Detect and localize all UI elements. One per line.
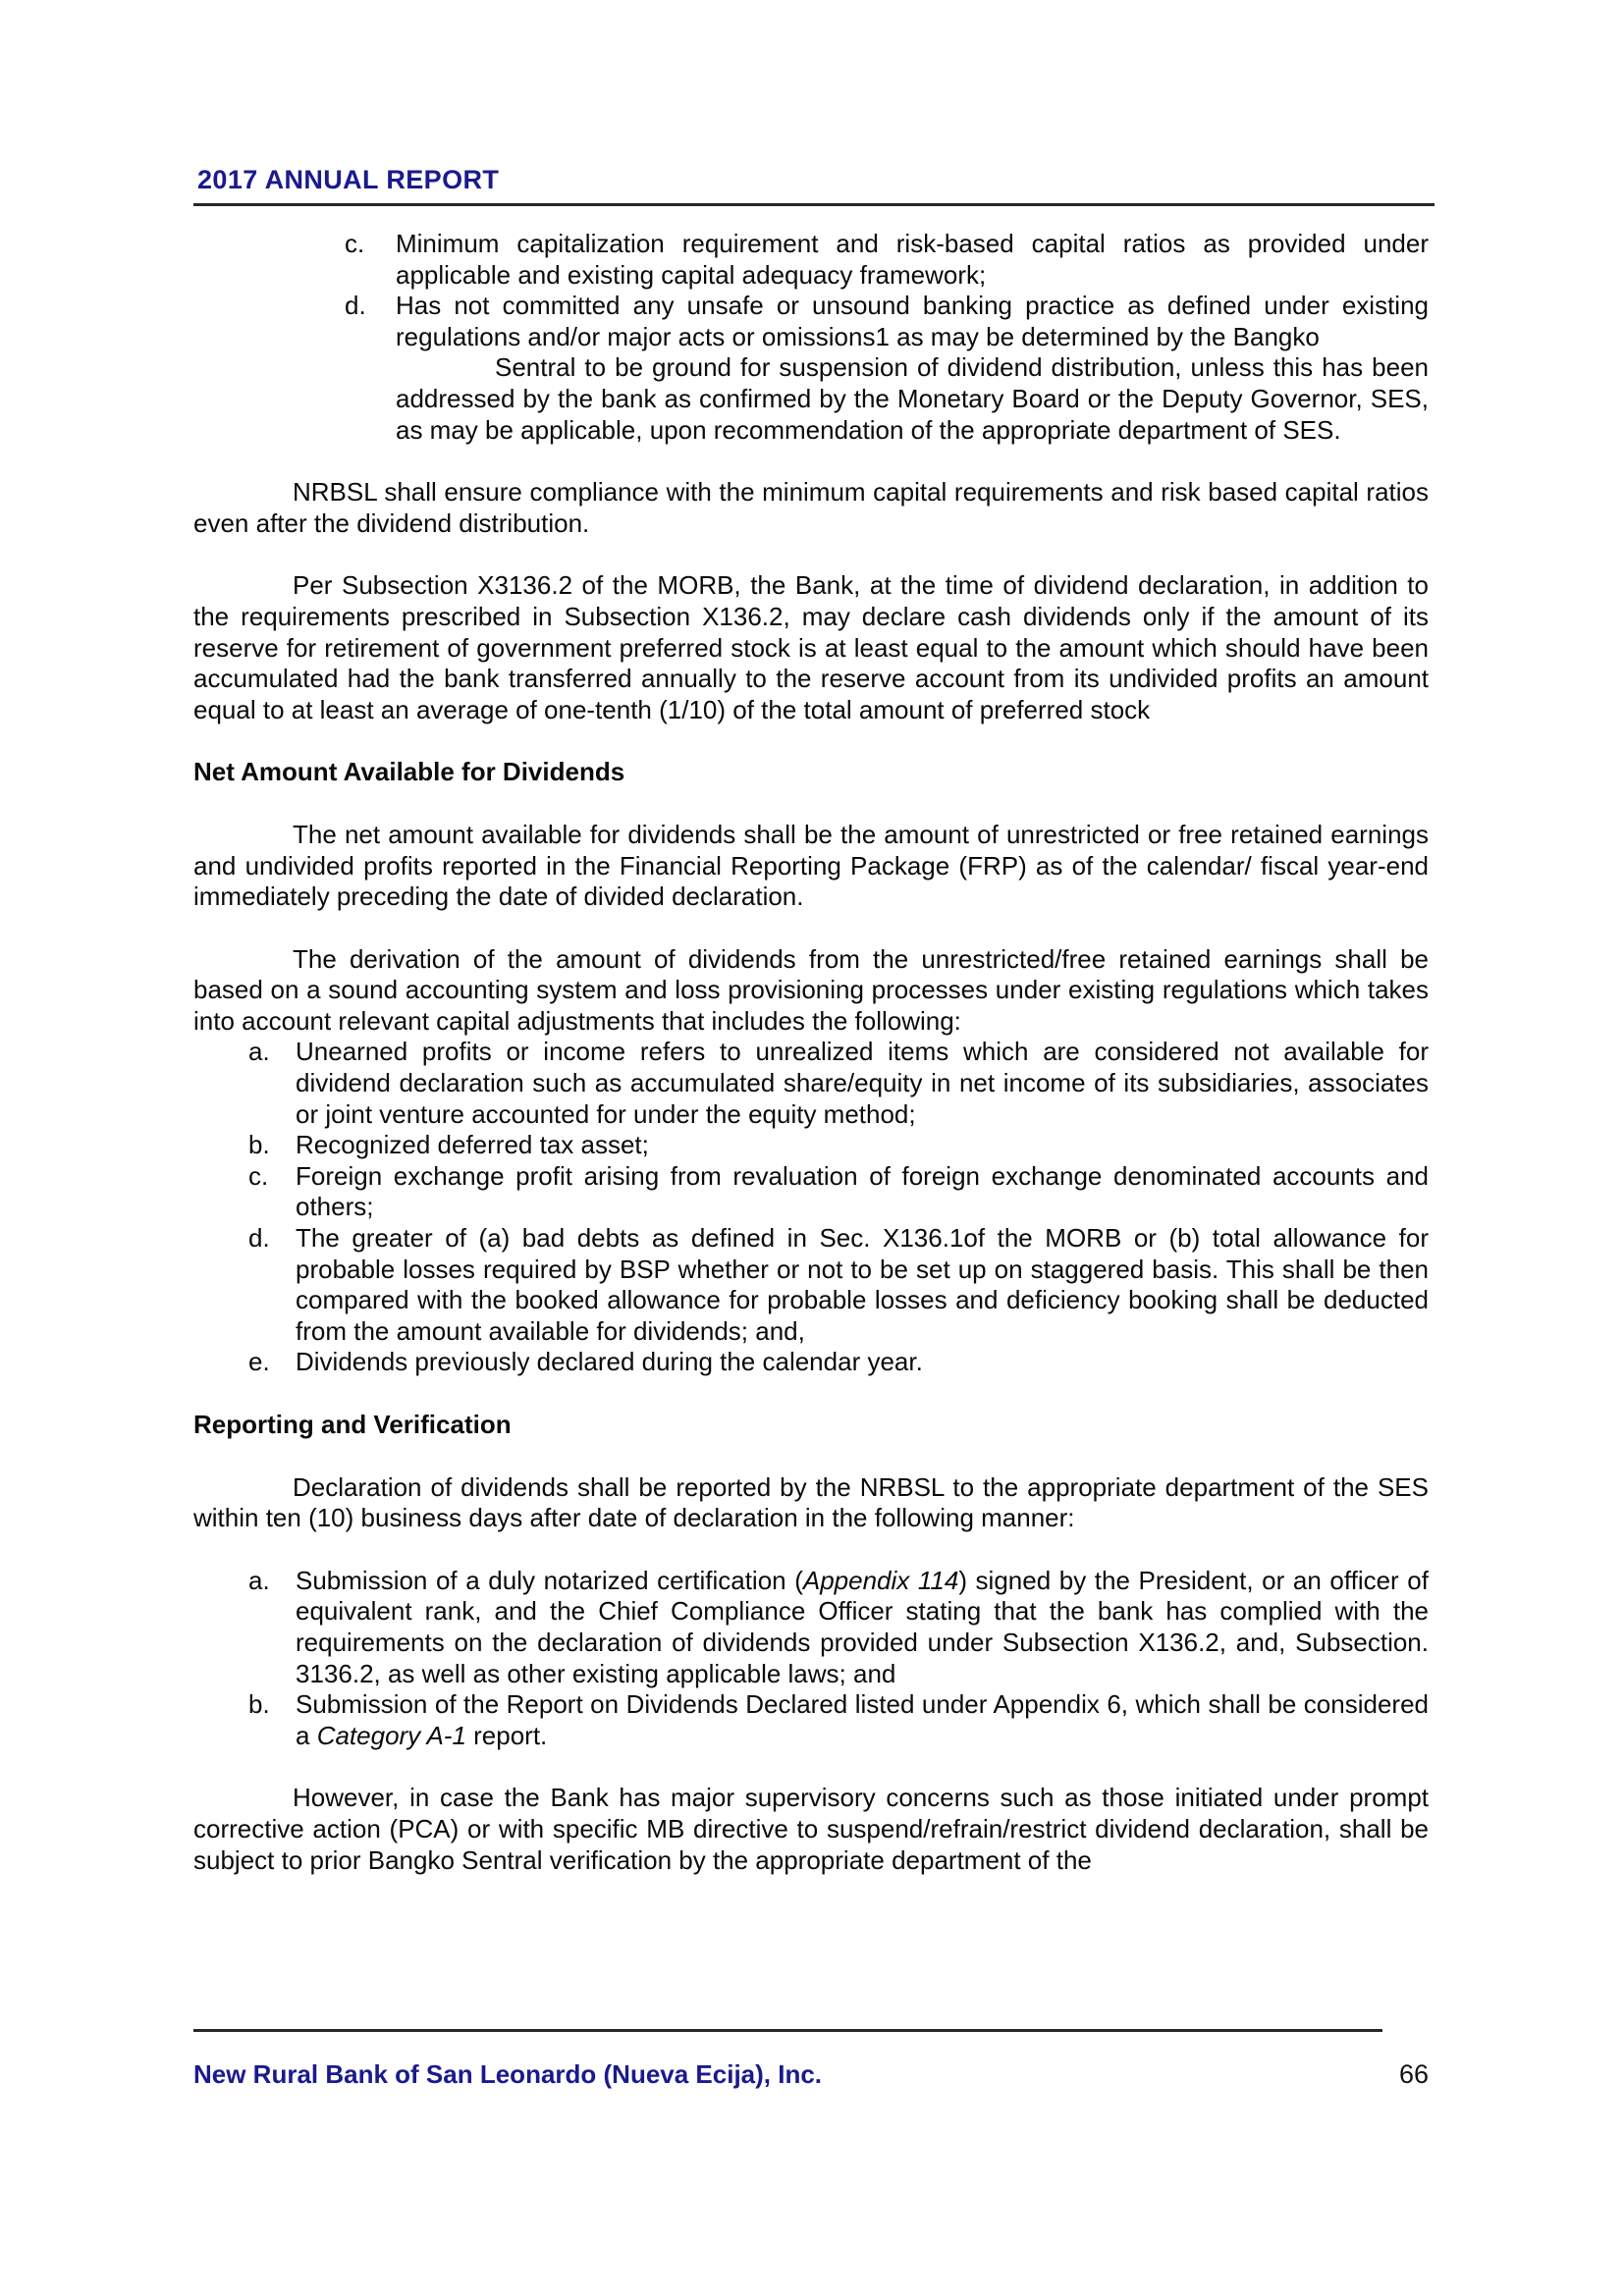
list-item — [193, 1161, 1429, 1223]
report-title: 2017 ANNUAL REPORT — [197, 165, 500, 194]
list-item — [193, 229, 1429, 291]
page-content — [193, 229, 1429, 1876]
capital-adjustments-list — [193, 1037, 1429, 1378]
italic-run: Appendix 114 — [802, 1565, 959, 1595]
list-item-text: Foreign exchange profit arising from revaluation of foreign exchange denominated accounts and others; — [296, 1160, 1429, 1222]
list-item — [193, 1223, 1429, 1347]
list-item — [193, 1130, 1429, 1161]
page-footer — [193, 2059, 1429, 2091]
list-item-text — [296, 1689, 1429, 1751]
list-marker: c. — [345, 229, 365, 258]
paragraph-declaration-reporting: Declaration of dividends shall be reported by the NRBSL to the appropriate department of the SES within ten (10) business days after date of declaration in the following manner: — [193, 1471, 1429, 1533]
list-item-text: Recognized deferred tax asset; — [296, 1130, 649, 1160]
text-run: Submission of the Report on Dividends Declared listed under Appendix 6, which shall be considered a — [296, 1689, 1429, 1750]
list-item — [193, 1037, 1429, 1130]
list-item-text: Minimum capitalization requirement and risk-based capital ratios as provided under applicable and existing capital adequacy framework; — [396, 229, 1429, 290]
list-marker: a. — [248, 1037, 270, 1067]
list-marker: d. — [248, 1223, 270, 1254]
header-divider — [193, 203, 1435, 206]
list-item-text: Has not committed any unsafe or unsound banking practice as defined under existing regulations and/or major acts or omissions1 as may be determined by the Bangko — [396, 291, 1429, 351]
list-item — [193, 1689, 1429, 1751]
list-item-text: Dividends previously declared during the calendar year. — [296, 1347, 923, 1377]
paragraph-subsection-x3136: Per Subsection X3136.2 of the MORB, the Bank, at the time of dividend declaration, in addition to the requirements prescribed in Subsection X136.2, may declare cash dividends only if the amount of its reserve for retirement of government preferred stock is at least equal to the amount which should have been accumulated had the bank transferred annually to the reserve account from its undivided profits an amount equal to at least an average of one-tenth (1/10) of the total amount of preferred stock — [193, 570, 1429, 724]
list-item — [193, 1566, 1429, 1689]
capital-requirements-list — [193, 229, 1429, 446]
page-number: 66 — [1398, 2059, 1429, 2089]
footer-bank-name: New Rural Bank of San Leonardo (Nueva Ecija), Inc. — [193, 2059, 823, 2089]
list-item-text: The greater of (a) bad debts as defined in Sec. X136.1of the MORB or (b) total allowance for probable losses required by BSP whether or not to be set up on staggered basis. This shall be then compared with the booked allowance for probable losses and deficiency booking shall be deducted from the amount available for dividends; and, — [296, 1223, 1429, 1346]
text-run: report. — [465, 1720, 548, 1750]
list-item-text-continued: Sentral to be ground for suspension of dividend distribution, unless this has been addressed by the bank as confirmed by the Monetary Board or the Deputy Governor, SES, as may be applicable, upon recommendation of the appropriate department of SES. — [396, 352, 1429, 445]
list-marker: d. — [345, 291, 366, 321]
paragraph-supervisory-concerns: However, in case the Bank has major supervisory concerns such as those initiated under prompt corrective action (PCA) or with specific MB directive to suspend/refrain/restrict dividend declaration, shall be subject to prior Bangko Sentral verification by the appropriate department of the — [193, 1783, 1429, 1875]
paragraph-net-amount: The net amount available for dividends shall be the amount of unrestricted or free retained earnings and undivided profits reported in the Financial Reporting Package (FRP) as of the calendar/ fiscal year-end immediately preceding the date of divided declaration. — [193, 819, 1429, 912]
list-item — [193, 291, 1429, 446]
submission-list — [193, 1566, 1429, 1752]
list-item-text — [296, 1566, 1429, 1689]
footer-divider — [193, 2029, 1382, 2032]
text-run: Submission of a duly notarized certification ( — [296, 1565, 803, 1595]
list-marker: b. — [248, 1130, 270, 1160]
section-heading-net-amount: Net Amount Available for Dividends — [193, 757, 625, 787]
paragraph-nrbsl-compliance: NRBSL shall ensure compliance with the minimum capital requirements and risk based capital ratios even after the dividend distribution. — [193, 477, 1429, 538]
paragraph-derivation: The derivation of the amount of dividends from the unrestricted/free retained earnings shall be based on a sound accounting system and loss provisioning processes under existing regulations which takes into account relevant capital adjustments that includes the following: — [193, 943, 1429, 1036]
list-marker: a. — [248, 1565, 270, 1595]
list-marker: c. — [248, 1160, 269, 1191]
list-marker: e. — [248, 1347, 270, 1377]
list-item — [193, 1347, 1429, 1378]
text-run: ) signed by the President, or an officer of equivalent rank, and the Chief Compliance Officer stating that the bank has complied with the requirements on the declaration of dividends provided under Subsection X136.2, and, Subsection. 3136.2, as well as other existing applicable laws; and — [296, 1565, 1429, 1688]
list-item-text: Unearned profits or income refers to unrealized items which are considered not available for dividend declaration such as accumulated share/equity in net income of its subsidiaries, associates or joint venture accounted for under the equity method; — [296, 1037, 1429, 1129]
italic-run: Category A-1 — [316, 1720, 466, 1750]
section-heading-reporting: Reporting and Verification — [193, 1410, 512, 1439]
list-marker: b. — [248, 1689, 270, 1720]
